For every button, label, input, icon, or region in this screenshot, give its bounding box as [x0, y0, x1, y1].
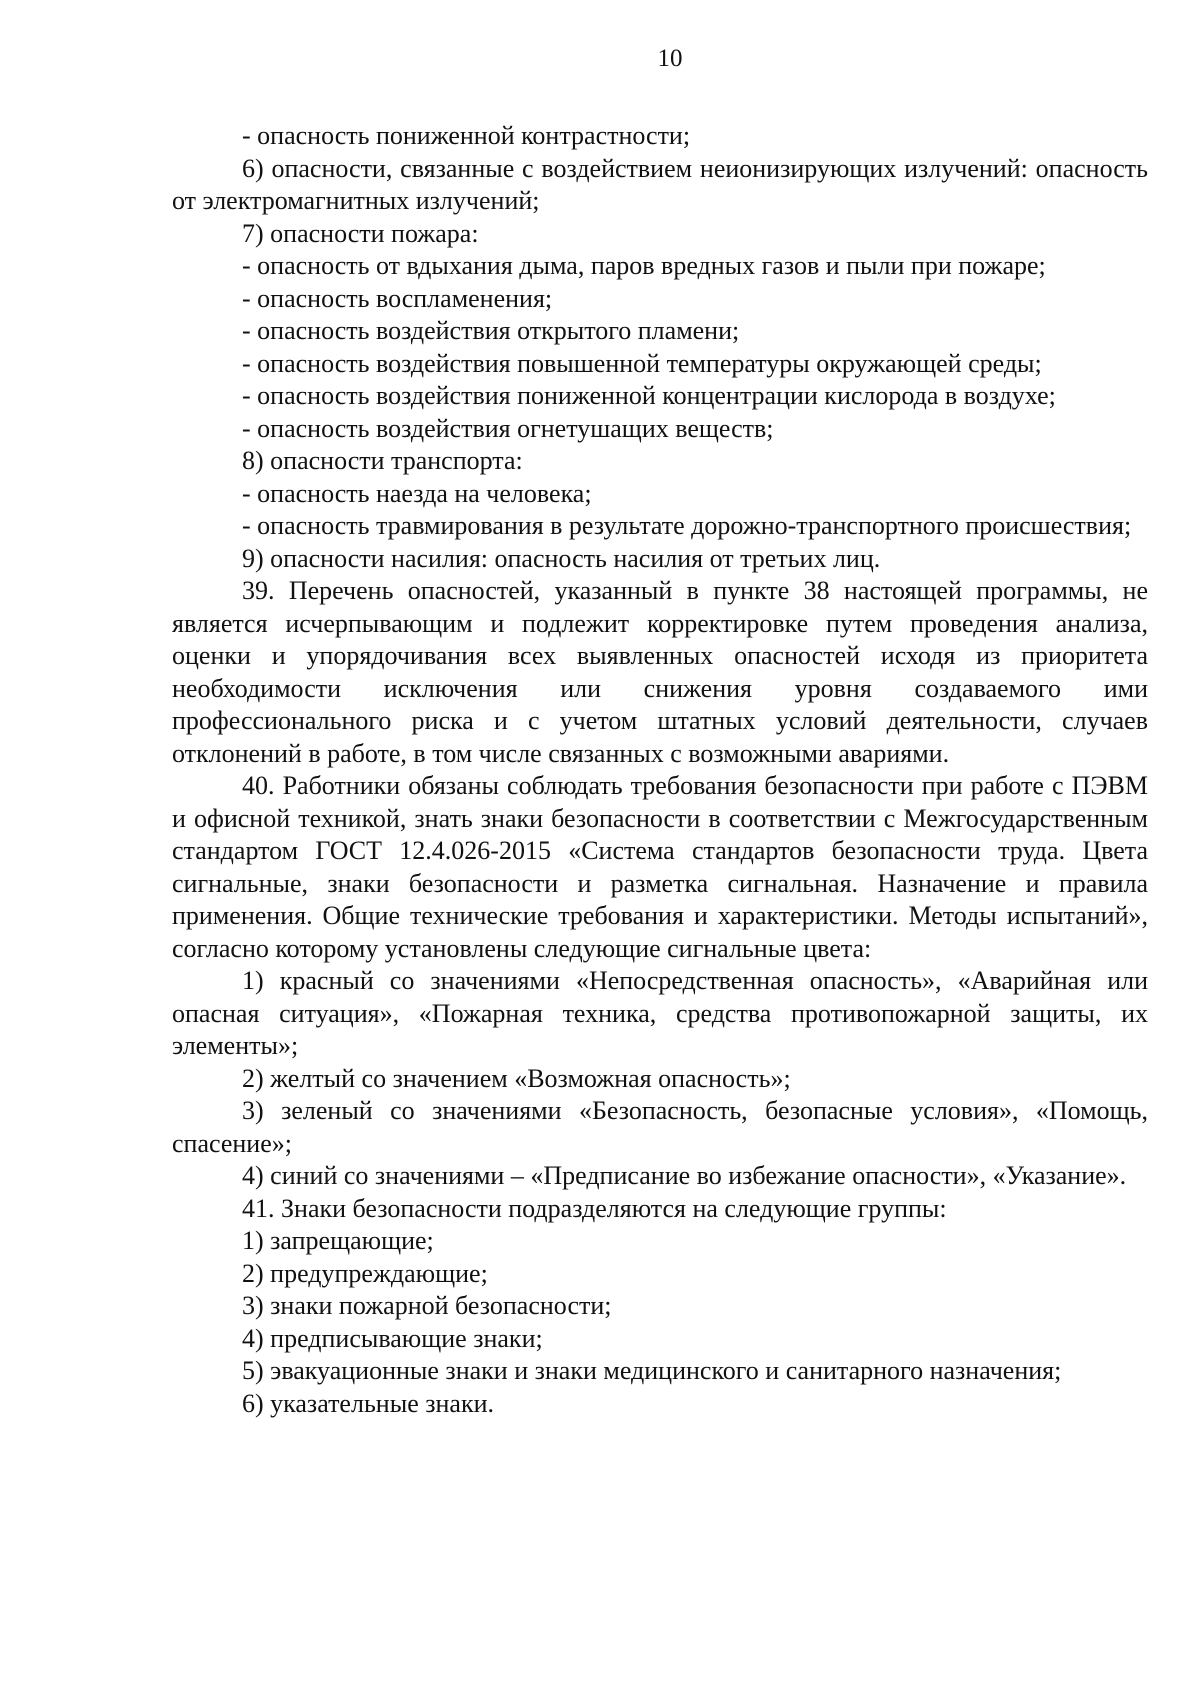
list-item-fire-safety-signs: 3) знаки пожарной безопасности; [242, 1291, 612, 1320]
list-item-prohibiting: 1) запрещающие; [242, 1226, 434, 1255]
list-item-non-ionizing-radiation: 6) опасности, связанные с воздействием неионизирующих излучений: опасность от электромагнитных излучений; [172, 153, 1148, 215]
paragraph-39: 39. Перечень опасностей, указанный в пункте 38 настоящей программы, не является исчерпывающим и подлежит корректировке путем проведения анализа, оценки и упорядочивания всех выявленных опасностей исходя из приоритета необходимости исключения или снижения уровня создаваемого ими профессионального риска и с учетом штатных условий деятельности, случаев отклонений в работе, в том числе связанных с возможными авариями. [172, 576, 1148, 768]
list-item-low-oxygen: - опасность воздействия пониженной концентрации кислорода в воздухе; [242, 381, 1056, 410]
list-item-blue: 4) синий со значениями – «Предписание во избежание опасности», «Указание». [242, 1161, 1127, 1190]
list-item-warning: 2) предупреждающие; [242, 1258, 488, 1288]
page-number: 10 [657, 45, 683, 72]
paragraph-40: 40. Работники обязаны соблюдать требования безопасности при работе с ПЭВМ и офисной техникой, знать знаки безопасности в соответствии с Межгосударственным стандартом ГОСТ 12.4.026-2015 «Система стандартов безопасности труда. Цвета сигнальные, знаки безопасности и разметка сигнальная. Назначение и правила применения. Общие технические требования и характеристики. Методы испытаний», согласно которому установлены следующие сигнальные цвета: [172, 771, 1148, 963]
list-item-open-flame: - опасность воздействия открытого пламени; [242, 316, 740, 345]
list-item-directional-signs: 6) указательные знаки. [242, 1388, 495, 1418]
list-item-mandatory-signs: 4) предписывающие знаки; [242, 1323, 543, 1353]
list-item-ignition: - опасность воспламенения; [242, 283, 553, 313]
list-item-green: 3) зеленый со значениями «Безопасность, безопасные условия», «Помощь, спасение»; [172, 1096, 1148, 1158]
list-item-smoke-inhalation: - опасность от вдыхания дыма, паров вредных газов и пыли при пожаре; [242, 251, 1046, 280]
list-item-vehicle-collision: - опасность наезда на человека; [242, 478, 592, 508]
paragraph-41: 41. Знаки безопасности подразделяются на следующие группы: [242, 1193, 947, 1223]
list-item-fire-hazards: 7) опасности пожара: [242, 218, 479, 248]
list-item-red: 1) красный со значениями «Непосредственная опасность», «Аварийная или опасная ситуация», «Пожарная техника, средства противопожарной защиты, их элементы»; [172, 966, 1148, 1060]
document-body [172, 120, 1148, 1420]
list-item-violence: 9) опасности насилия: опасность насилия от третьих лиц. [242, 543, 881, 573]
list-item-evacuation-medical-signs: 5) эвакуационные знаки и знаки медицинского и санитарного назначения; [242, 1356, 1062, 1385]
list-item-yellow: 2) желтый со значением «Возможная опасность»; [242, 1063, 791, 1093]
list-item-traffic-accident: - опасность травмирования в результате дорожно-транспортного происшествия; [242, 511, 1132, 540]
list-item-high-temperature: - опасность воздействия повышенной температуры окружающей среды; [242, 348, 1042, 378]
list-item-extinguishing-agents: - опасность воздействия огнетушащих веществ; [242, 413, 774, 443]
list-item-low-contrast: - опасность пониженной контрастности; [242, 121, 691, 150]
list-item-transport-hazards: 8) опасности транспорта: [242, 446, 523, 475]
